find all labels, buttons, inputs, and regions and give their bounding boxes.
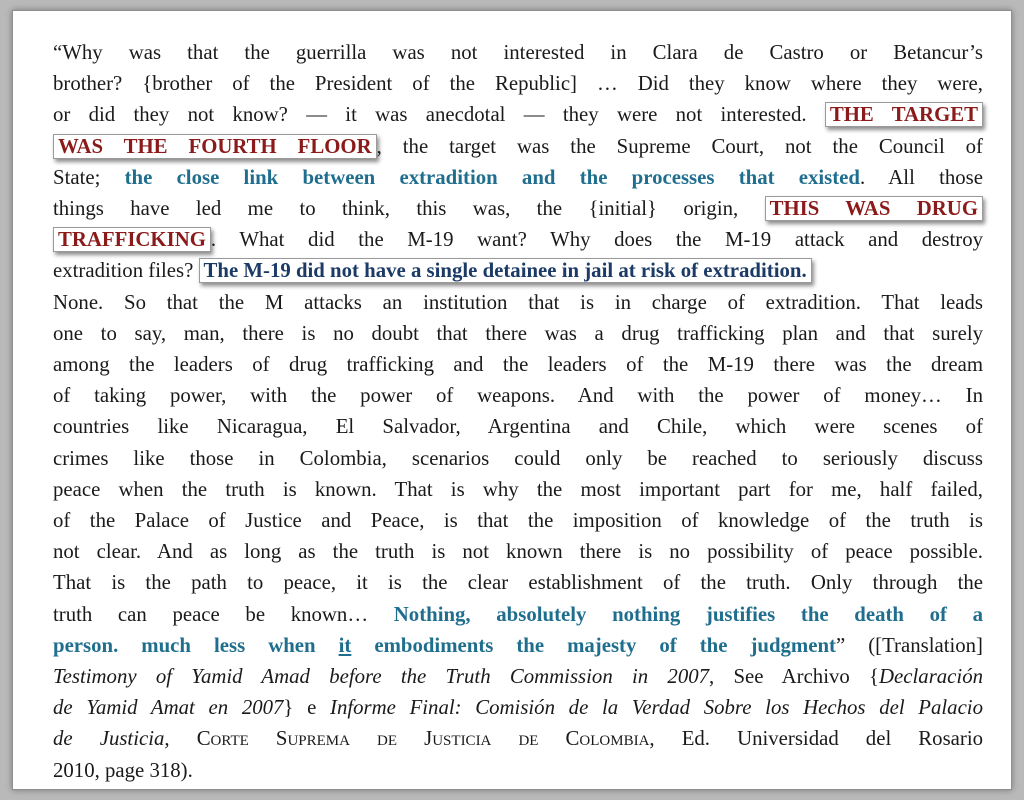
text-line: countries like Nicaragua, El Salvador, Argentina and Chile, which were scenes of bbox=[53, 415, 983, 439]
citation-line: de Yamid Amat en 2007} e Informe Final: Comisión de la Verdad Sobre los Hechos del Palacio bbox=[53, 696, 983, 720]
text-line: of taking power, with the power of weapons. And with the power of money… In bbox=[53, 384, 983, 408]
text-line: None. So that the M attacks an institution that is in charge of extradition. That leads bbox=[53, 290, 983, 314]
text-line: or did they not know? — it was anecdotal — they were not interested. THE TARGET bbox=[53, 99, 983, 130]
highlight-box-drug-1: THIS WAS DRUG bbox=[765, 196, 983, 221]
text-line: That is the path to peace, it is the clear establishment of the truth. Only through the bbox=[53, 571, 983, 595]
text-line: things have led me to think, this was, the {initial} origin, THIS WAS DRUG bbox=[53, 193, 983, 224]
citation-line: de Justicia, Corte Suprema de Justicia de Colombia, Ed. Universidad del Rosario bbox=[53, 727, 983, 751]
text-line: person. much less when it embodiments the majesty of the judgment” ([Translation] bbox=[53, 633, 983, 657]
text-line: among the leaders of drug trafficking and the leaders of the M-19 there was the dream bbox=[53, 353, 983, 377]
highlight-box-drug-2: TRAFFICKING bbox=[53, 227, 211, 252]
quoted-testimony-paragraph bbox=[53, 37, 983, 786]
text-line: truth can peace be known… Nothing, absolutely nothing justifies the death of a bbox=[53, 602, 983, 626]
text-line: one to say, man, there is no doubt that there was a drug trafficking plan and that surely bbox=[53, 321, 983, 345]
text-line: State; the close link between extradition and the processes that existed. All those bbox=[53, 165, 983, 189]
text-line: crimes like those in Colombia, scenarios could only be reached to seriously discuss bbox=[53, 446, 983, 470]
text-line: WAS THE FOURTH FLOOR , the target was the Supreme Court, not the Council of bbox=[53, 131, 983, 162]
highlight-box-target-1: THE TARGET bbox=[825, 102, 983, 127]
highlight-box-detainee: The M-19 did not have a single detainee in jail at risk of extradition. bbox=[199, 258, 812, 283]
text-line: not clear. And as long as the truth is not known there is no possibility of peace possible. bbox=[53, 540, 983, 564]
text-line: brother? {brother of the President of the Republic] … Did they know where they were, bbox=[53, 72, 983, 96]
text-line: of the Palace of Justice and Peace, is that the imposition of knowledge of the truth is bbox=[53, 509, 983, 533]
text-line: TRAFFICKING . What did the M-19 want? Why does the M-19 attack and destroy bbox=[53, 224, 983, 255]
text-line: peace when the truth is known. That is why the most important part for me, half failed, bbox=[53, 477, 983, 501]
citation-line: Testimony of Yamid Amad before the Truth Commission in 2007, See Archivo {Declaración bbox=[53, 665, 983, 689]
emphasis-close-link: the close link between extradition and the processes that existed bbox=[124, 165, 860, 189]
text-line: extradition files? The M-19 did not have a single detainee in jail at risk of extradition. bbox=[53, 255, 983, 286]
text-line: “Why was that the guerrilla was not interested in Clara de Castro or Betancur’s bbox=[53, 41, 983, 64]
document-page bbox=[12, 10, 1012, 790]
underlined-it: it bbox=[338, 633, 352, 657]
highlight-box-target-2: WAS THE FOURTH FLOOR bbox=[53, 134, 377, 159]
citation-line: 2010, page 318). bbox=[53, 758, 193, 782]
emphasis-nothing-justifies: Nothing, absolutely nothing justifies the death of a bbox=[393, 602, 983, 626]
court-name-small-caps: Corte Suprema de Justicia de Colombia bbox=[196, 727, 650, 751]
